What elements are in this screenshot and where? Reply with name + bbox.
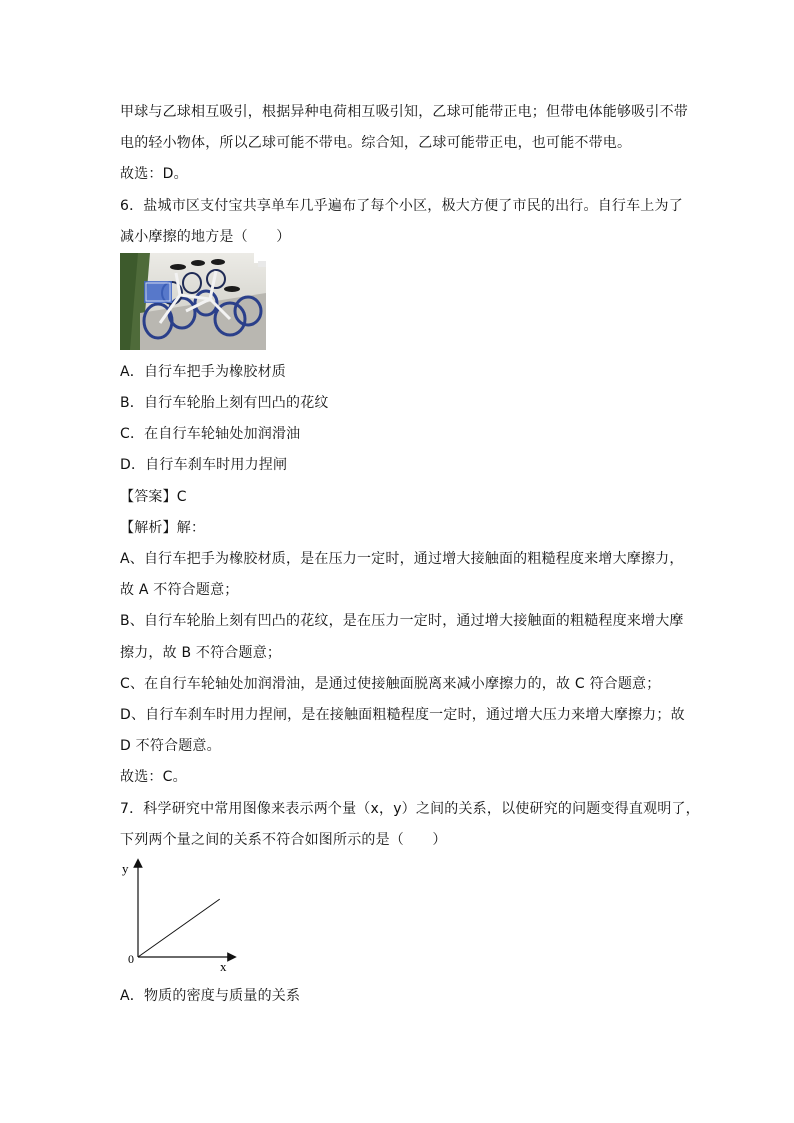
q6-analysis-d-line1: D、自行车刹车时用力捏闸，是在接触面粗糙程度一定时，通过增大压力来增大摩擦力；故 — [120, 707, 685, 723]
bikes-illustration — [120, 253, 266, 350]
series-line — [138, 899, 220, 957]
q6-option-a: A．自行车把手为橡胶材质 — [120, 364, 286, 380]
q6-analysis-title: 【解析】解： — [120, 520, 206, 536]
q6-option-b: B．自行车轮胎上刻有凹凸的花纹 — [120, 395, 329, 411]
q7-stem-line2: 下列两个量之间的关系不符合如图所示的是（ ） — [120, 832, 447, 848]
q6-analysis-b-line1: B、自行车轮胎上刻有凹凸的花纹，是在压力一定时，通过增大接触面的粗糙程度来增大摩 — [120, 613, 684, 629]
y-axis-label: y — [122, 861, 129, 876]
q6-stem-line2: 减小摩擦的地方是（ ） — [120, 229, 291, 245]
q6-option-c: C．在自行车轮轴处加润滑油 — [120, 426, 301, 442]
q6-stem-line1: 6．盐城市区支付宝共享单车几乎遍布了每个小区，极大方便了市民的出行。自行车上为了 — [120, 198, 683, 214]
q6-conclusion: 故选：C。 — [120, 769, 187, 785]
q6-analysis-a-line2: 故 A 不符合题意； — [120, 582, 239, 598]
q6-analysis-c-line1: C、在自行车轮轴处加润滑油，是通过使接触面脱离来减小摩擦力的，故 C 符合题意； — [120, 676, 661, 692]
q7-stem-line1: 7．科学研究中常用图像来表示两个量（x，y）之间的关系，以使研究的问题变得直观明了， — [120, 801, 700, 817]
q7-graph — [118, 855, 248, 980]
q6-analysis-d-line2: D 不符合题意。 — [120, 738, 221, 754]
paragraph-line: 电的轻小物体，所以乙球可能不带电。综合知，乙球可能带正电，也可能不带电。 — [120, 135, 632, 151]
q7-option-a: A．物质的密度与质量的关系 — [120, 988, 301, 1004]
q6-option-d: D．自行车刹车时用力捏闸 — [120, 457, 288, 473]
previous-conclusion: 故选：D。 — [120, 166, 188, 182]
q6-analysis-b-line2: 擦力，故 B 不符合题意； — [120, 645, 282, 661]
x-axis-label: x — [220, 959, 227, 974]
paragraph-line: 甲球与乙球相互吸引，根据异种电荷相互吸引知，乙球可能带正电；但带电体能够吸引不带 — [120, 104, 688, 120]
q6-answer: 【答案】C — [120, 489, 187, 505]
q6-analysis-a-line1: A、自行车把手为橡胶材质，是在压力一定时，通过增大接触面的粗糙程度来增大摩擦力， — [120, 551, 684, 567]
shared-bikes-photo — [120, 253, 266, 350]
origin-label: 0 — [128, 952, 134, 966]
